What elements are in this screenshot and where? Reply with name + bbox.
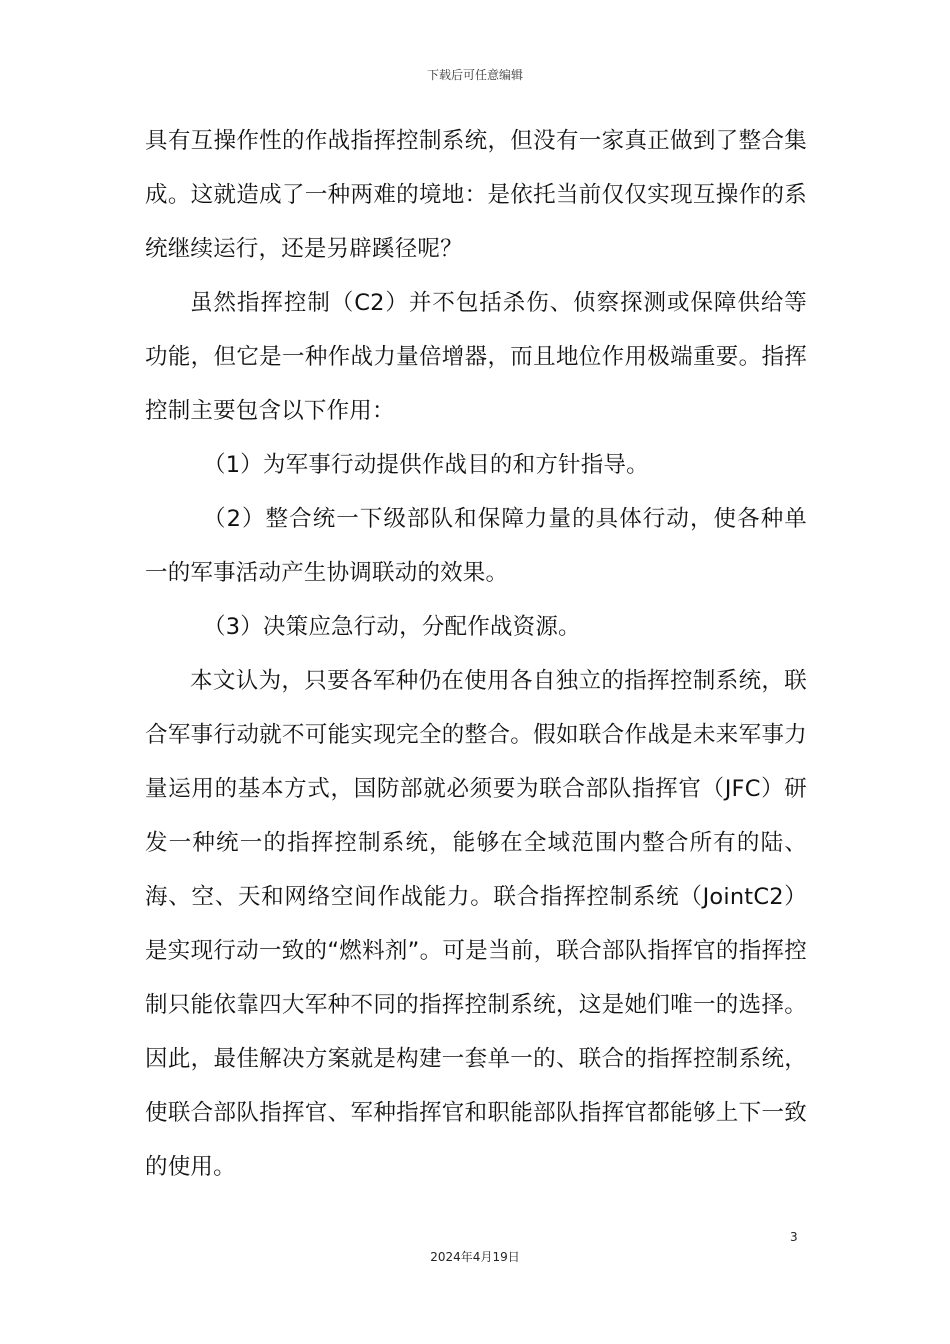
footer-date: 2024年4月19日 (430, 1250, 520, 1264)
list-item-2: （2）整合统一下级部队和保障力量的具体行动，使各种单一的军事活动产生协调联动的效果。 (145, 506, 807, 586)
list-item-3: （3）决策应急行动，分配作战资源。 (203, 614, 581, 640)
paragraph-c2-overview: 虽然指挥控制（C2）并不包括杀伤、侦察探测或保障供给等功能，但它是一种作战力量倍增器，而且地位作用极端重要。指挥控制主要包含以下作用： (145, 290, 807, 424)
page-header: 下载后可任意编辑 (426, 68, 523, 82)
page-number: 3 (790, 1230, 798, 1244)
paragraph-joint-c2: 本文认为，只要各军种仍在使用各自独立的指挥控制系统，联合军事行动就不可能实现完全的整合。假如联合作战是未来军事力量运用的基本方式，国防部就必须要为联合部队指挥官（JFC）研发一种统一的指挥控制系统，能够在全域范围内整合所有的陆、海、空、天和网络空间作战能力。联合指挥控制系统（JointC2）是实现行动一致的“燃料剂”。可是当前，联合部队指挥官的指挥控制只能依靠四大军种不同的指挥控制系统，这是她们唯一的选择。因此，最佳解决方案就是构建一套单一的、联合的指挥控制系统，使联合部队指挥官、军种指挥官和职能部队指挥官都能够上下一致的使用。 (145, 668, 807, 1180)
document-body (145, 114, 807, 1194)
list-item-1: （1）为军事行动提供作战目的和方针指导。 (203, 452, 649, 478)
paragraph-continuation: 具有互操作性的作战指挥控制系统，但没有一家真正做到了整合集成。这就造成了一种两难的境地：是依托当前仅仅实现互操作的系统继续运行，还是另辟蹊径呢？ (145, 128, 807, 262)
